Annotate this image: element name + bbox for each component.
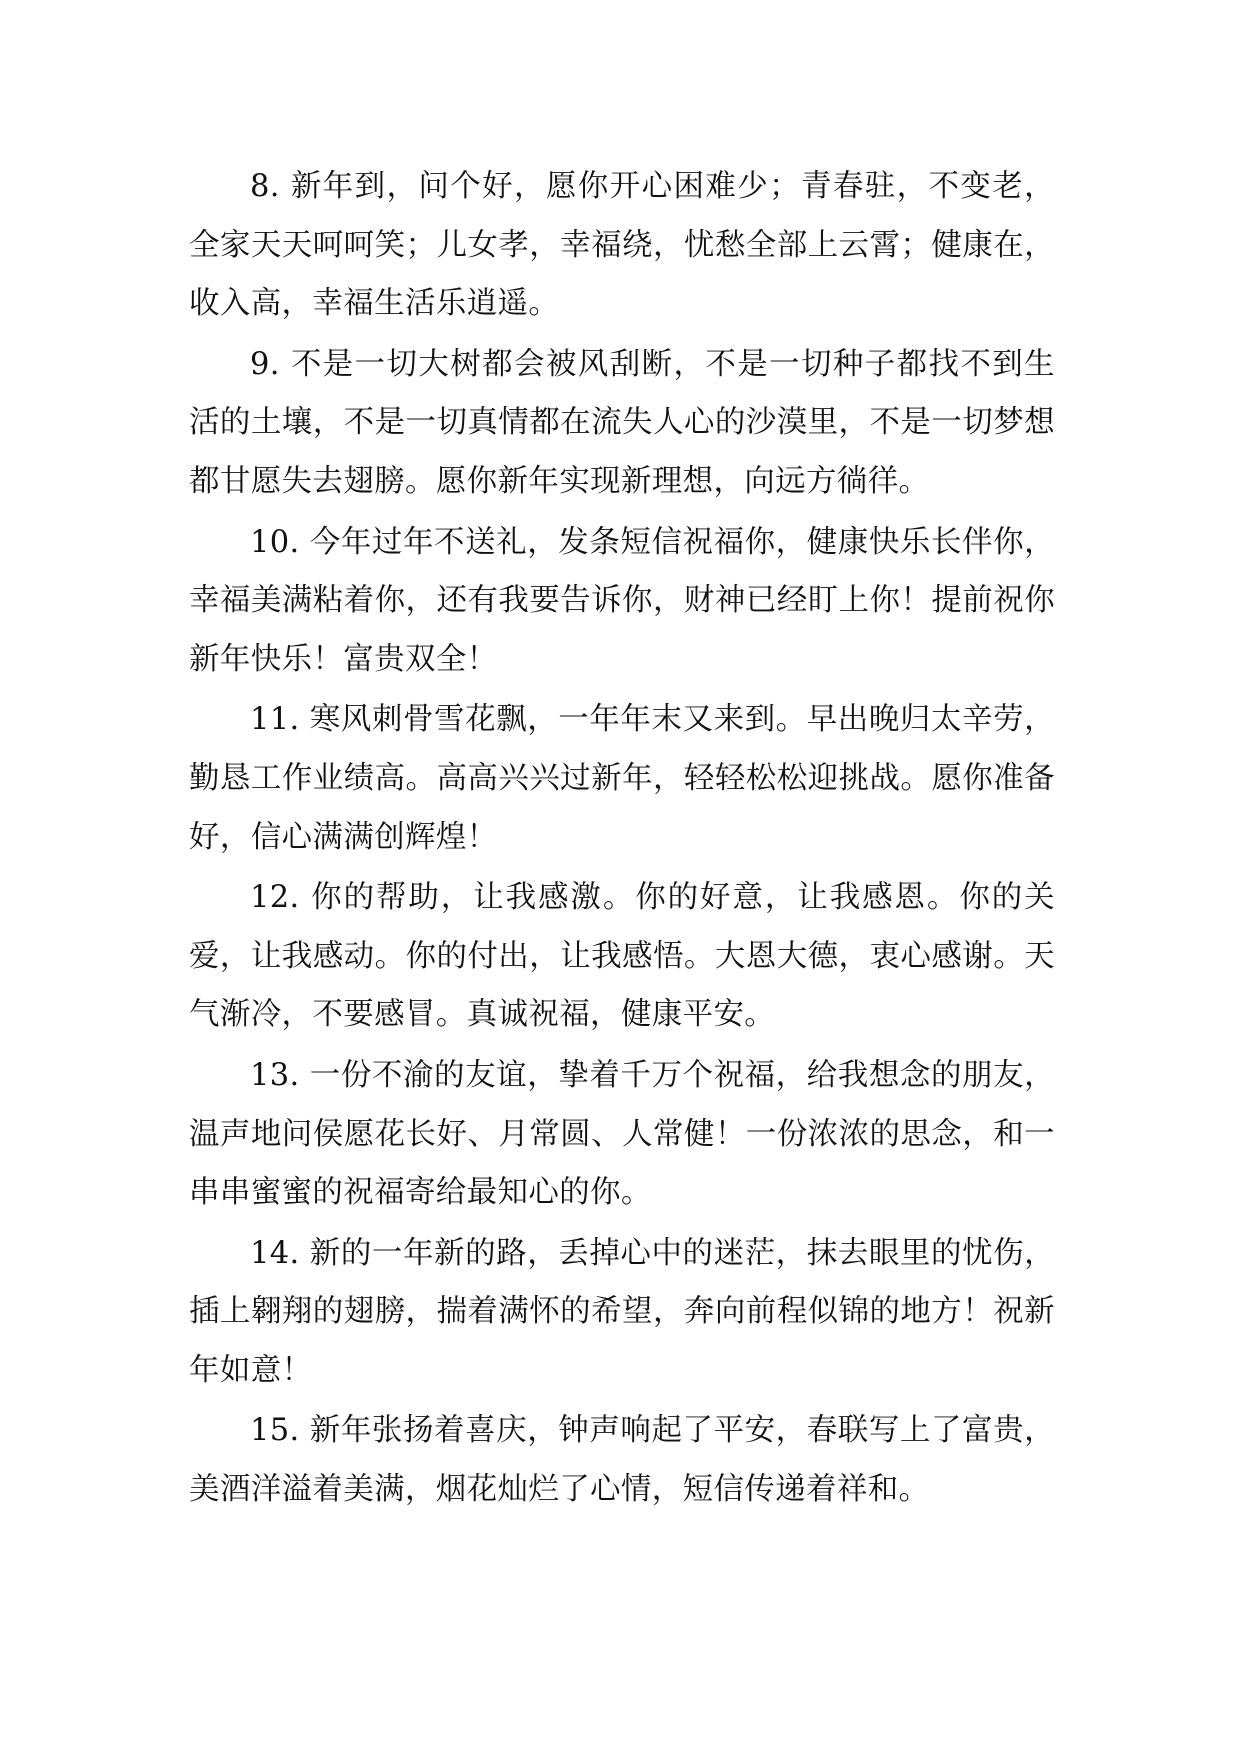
document-body [189,158,1055,1522]
greeting-paragraph-14: 14. 新的一年新的路，丢掉心中的迷茫，抹去眼里的忧伤，插上翱翔的翅膀，揣着满怀的希望，奔向前程似锦的地方！祝新年如意！ [189,1235,1055,1388]
greeting-paragraph-13: 13. 一份不渝的友谊，挚着千万个祝福，给我想念的朋友，温声地问侯愿花长好、月常圆、人常健！一份浓浓的思念，和一串串蜜蜜的祝福寄给最知心的你。 [189,1057,1055,1211]
greeting-paragraph-10: 10. 今年过年不送礼，发条短信祝福你，健康快乐长伴你，幸福美满粘着你，还有我要告诉你，财神已经盯上你！提前祝你新年快乐！富贵双全！ [189,524,1055,677]
greeting-paragraph-8: 8. 新年到，问个好，愿你开心困难少；青春驻，不变老，全家天天呵呵笑；儿女孝，幸福绕，忧愁全部上云霄；健康在，收入高，幸福生活乐逍遥。 [189,169,1055,322]
greeting-paragraph-15: 15. 新年张扬着喜庆，钟声响起了平安，春联写上了富贵，美酒洋溢着美满，烟花灿烂了心情，短信传递着祥和。 [189,1413,1055,1508]
greeting-paragraph-12: 12. 你的帮助，让我感激。你的好意，让我感恩。你的关爱，让我感动。你的付出，让我感悟。大恩大德，衷心感谢。天气渐冷，不要感冒。真诚祝福，健康平安。 [189,880,1055,1033]
greeting-paragraph-11: 11. 寒风刺骨雪花飘，一年年末又来到。早出晚归太辛劳，勤恳工作业绩高。高高兴兴过新年，轻轻松松迎挑战。愿你准备好，信心满满创辉煌！ [189,702,1055,855]
greeting-paragraph-9: 9. 不是一切大树都会被风刮断，不是一切种子都找不到生活的土壤，不是一切真情都在流失人心的沙漠里，不是一切梦想都甘愿失去翅膀。愿你新年实现新理想，向远方徜徉。 [189,346,1055,499]
